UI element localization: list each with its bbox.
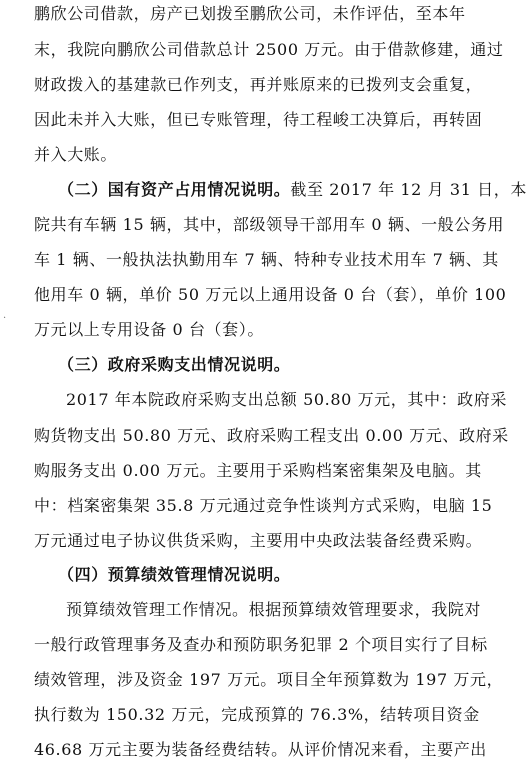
paragraph-line: 购货物支出 50.80 万元、政府采购工程支出 0.00 万元、政府采: [34, 426, 509, 445]
paragraph-line: 一般行政管理事务及查办和预防职务犯罪 2 个项目实行了目标: [34, 635, 488, 654]
paragraph-line: 绩效管理，涉及资金 197 万元。项目全年预算数为 197 万元，: [34, 670, 504, 689]
section-text: 截至 2017 年 12 月 31 日，本: [290, 180, 527, 199]
paragraph-line: 46.68 万元主要为装备经费结转。从评价情况来看，主要产出: [34, 740, 487, 759]
paragraph-line: 车 1 辆、一般执法执勤用车 7 辆、特种专业技术用车 7 辆、其: [34, 250, 499, 269]
section-two-line: [58, 178, 527, 202]
paragraph-line: 购服务支出 0.00 万元。主要用于采购档案密集架及电脑。其: [34, 461, 482, 480]
paragraph-line: 末，我院向鹏欣公司借款总计 2500 万元。由于借款修建，通过: [34, 40, 504, 59]
paragraph-line: 财政拨入的基建款已作列支，再并账原来的已拨列支会重复，: [34, 75, 483, 94]
section-heading: （二）国有资产占用情况说明。: [58, 180, 291, 199]
section-heading: （三）政府采购支出情况说明。: [58, 355, 291, 374]
paragraph-line: 万元通过电子协议供货采购，主要用中央政法装备经费采购。: [34, 531, 483, 550]
margin-mark: ·: [3, 313, 7, 324]
paragraph-line: 中：档案密集架 35.8 万元通过竞争性谈判方式采购，电脑 15: [34, 496, 493, 515]
paragraph-line: 他用车 0 辆，单价 50 万元以上通用设备 0 台（套），单价 100: [34, 285, 507, 304]
paragraph-line: 因此未并入大账，但已专账管理，待工程峻工决算后，再转固: [34, 110, 483, 129]
paragraph-line: 预算绩效管理工作情况。根据预算绩效管理要求，我院对: [66, 600, 482, 619]
paragraph-line: 院共有车辆 15 辆，其中，部级领导干部用车 0 辆、一般公务用: [34, 215, 505, 234]
section-heading: （四）预算绩效管理情况说明。: [58, 565, 291, 584]
paragraph-line: 万元以上专用设备 0 台（套）。: [34, 320, 264, 339]
paragraph-line: 执行数为 150.32 万元，完成预算的 76.3%，结转项目资金: [34, 705, 480, 724]
paragraph-line: 并入大账。: [34, 145, 118, 164]
paragraph-line: 鹏欣公司借款，房产已划拨至鹏欣公司，未作评估，至本年: [34, 4, 466, 23]
paragraph-line: 2017 年本院政府采购支出总额 50.80 万元，其中：政府采: [66, 390, 507, 409]
